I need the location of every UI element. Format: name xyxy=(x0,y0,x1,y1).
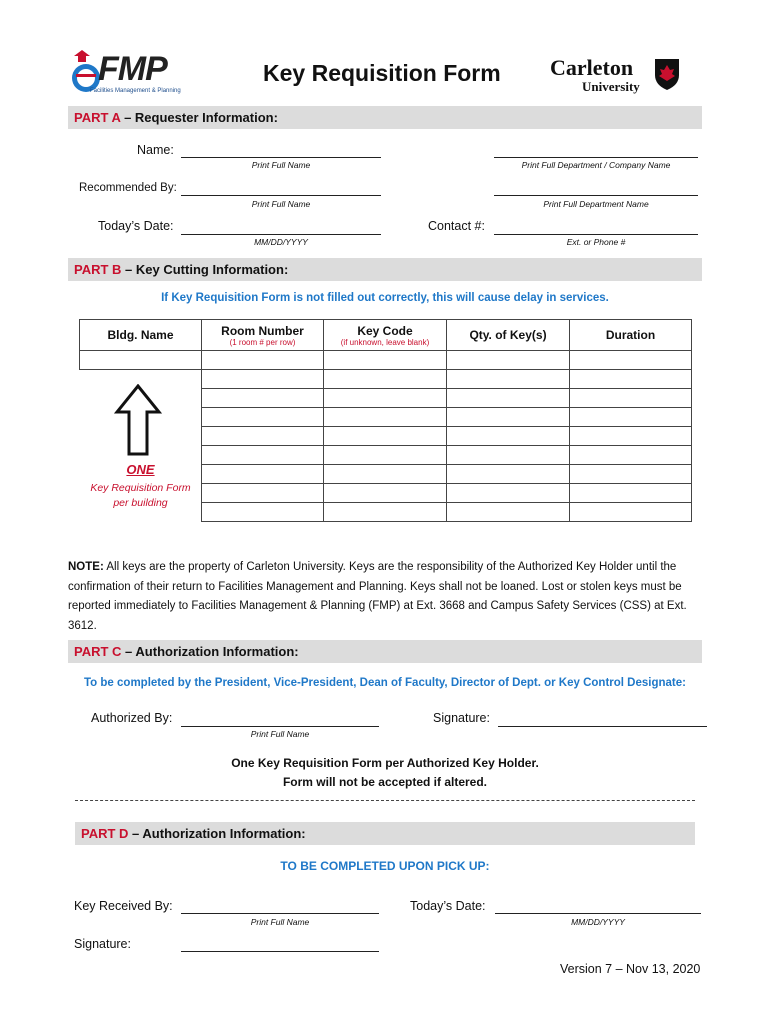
signature-field-c[interactable] xyxy=(498,726,707,727)
name-field[interactable] xyxy=(181,157,381,158)
fmp-logo-subtext: Facilities Management & Planning xyxy=(90,88,181,94)
name-label: Name: xyxy=(137,143,174,157)
one-label: ONE xyxy=(126,462,155,477)
part-a-prefix: PART A xyxy=(74,110,121,125)
key-table-header-row xyxy=(80,320,692,351)
date-field[interactable] xyxy=(181,234,381,235)
recommended-label: Recommended By: xyxy=(79,182,177,194)
fmp-logo-text: FMP xyxy=(98,50,167,88)
col-bldg-name: Bldg. Name xyxy=(80,320,202,351)
key-code-cell[interactable] xyxy=(324,408,447,427)
qty-cell[interactable] xyxy=(447,503,570,522)
date-label: Today’s Date: xyxy=(98,219,174,233)
note-bold: NOTE: xyxy=(68,561,104,573)
key-code-cell[interactable] xyxy=(324,351,447,370)
recommended-dept-caption: Print Full Department Name xyxy=(543,199,649,209)
name-caption: Print Full Name xyxy=(251,160,311,170)
qty-cell[interactable] xyxy=(447,389,570,408)
key-code-cell[interactable] xyxy=(324,503,447,522)
page-title: Key Requisition Form xyxy=(263,60,501,86)
qty-cell[interactable] xyxy=(447,446,570,465)
duration-cell[interactable] xyxy=(570,427,692,446)
recommended-caption: Print Full Name xyxy=(251,199,311,209)
up-arrow-icon xyxy=(114,384,162,456)
one-sub-line1: Key Requisition Form xyxy=(90,482,191,494)
qty-cell[interactable] xyxy=(447,408,570,427)
pickup-date-label: Today’s Date: xyxy=(410,899,486,913)
note-paragraph xyxy=(68,558,708,636)
part-d-instruction: TO BE COMPLETED UPON PICK UP: xyxy=(280,859,490,873)
contact-caption: Ext. or Phone # xyxy=(566,237,626,247)
department-field[interactable] xyxy=(494,157,698,158)
recommended-dept-field[interactable] xyxy=(494,195,698,196)
col-duration: Duration xyxy=(570,320,692,351)
department-caption: Print Full Department / Company Name xyxy=(521,160,671,170)
room-number-cell[interactable] xyxy=(202,408,324,427)
cut-line-divider xyxy=(75,800,695,801)
part-c-header xyxy=(68,640,702,663)
duration-cell[interactable] xyxy=(570,389,692,408)
part-b-prefix: PART B xyxy=(74,262,122,277)
part-d-title: – Authorization Information: xyxy=(128,826,306,841)
qty-cell[interactable] xyxy=(447,484,570,503)
duration-cell[interactable] xyxy=(570,503,692,522)
pickup-date-field[interactable] xyxy=(495,913,701,914)
part-b-warning: If Key Requisition Form is not filled out correctly, this will cause delay in services. xyxy=(161,292,609,304)
notice-line2: Form will not be accepted if altered. xyxy=(282,775,488,789)
carleton-logo-line2: University xyxy=(582,79,640,94)
key-code-cell[interactable] xyxy=(324,465,447,484)
part-c-title: – Authorization Information: xyxy=(121,644,299,659)
key-code-cell[interactable] xyxy=(324,389,447,408)
room-number-cell[interactable] xyxy=(202,465,324,484)
key-code-cell[interactable] xyxy=(324,370,447,389)
qty-cell[interactable] xyxy=(447,351,570,370)
table-row xyxy=(80,370,692,389)
pickup-date-caption: MM/DD/YYYY xyxy=(571,917,625,927)
key-code-cell[interactable] xyxy=(324,446,447,465)
part-d-prefix: PART D xyxy=(81,826,129,841)
room-number-cell[interactable] xyxy=(202,503,324,522)
one-sub-line2: per building xyxy=(113,497,168,509)
part-c-prefix: PART C xyxy=(74,644,122,659)
contact-field[interactable] xyxy=(494,234,698,235)
signature-label-c: Signature: xyxy=(433,711,490,725)
duration-cell[interactable] xyxy=(570,446,692,465)
signature-field-d[interactable] xyxy=(181,951,379,952)
duration-cell[interactable] xyxy=(570,351,692,370)
bldg-name-cell[interactable] xyxy=(80,351,202,370)
authorized-label: Authorized By: xyxy=(91,711,173,725)
part-a-title: – Requester Information: xyxy=(120,110,278,125)
duration-cell[interactable] xyxy=(570,484,692,503)
version-footer: Version 7 – Nov 13, 2020 xyxy=(560,962,701,976)
part-c-instruction: To be completed by the President, Vice-President, Dean of Faculty, Director of Dept. or Key Control Designate: xyxy=(84,677,686,689)
room-number-cell[interactable] xyxy=(202,389,324,408)
duration-cell[interactable] xyxy=(570,370,692,389)
col-key-code: Key Code (if unknown, leave blank) xyxy=(324,320,447,351)
date-caption: MM/DD/YYYY xyxy=(254,237,308,247)
received-field[interactable] xyxy=(181,913,379,914)
notice-line1: One Key Requisition Form per Authorized Key Holder. xyxy=(231,756,539,770)
received-caption: Print Full Name xyxy=(250,917,310,927)
authorized-caption: Print Full Name xyxy=(250,729,310,739)
key-code-cell[interactable] xyxy=(324,484,447,503)
duration-cell[interactable] xyxy=(570,408,692,427)
qty-cell[interactable] xyxy=(447,427,570,446)
authorized-field[interactable] xyxy=(181,726,379,727)
room-number-cell[interactable] xyxy=(202,370,324,389)
part-b-title: – Key Cutting Information: xyxy=(121,262,289,277)
recommended-field[interactable] xyxy=(181,195,381,196)
contact-label: Contact #: xyxy=(428,219,485,233)
received-label: Key Received By: xyxy=(74,899,173,913)
carleton-shield-icon xyxy=(653,57,681,91)
table-row xyxy=(80,351,692,370)
fmp-logo xyxy=(68,48,194,100)
qty-cell[interactable] xyxy=(447,465,570,484)
carleton-logo xyxy=(550,55,685,100)
col-qty: Qty. of Key(s) xyxy=(447,320,570,351)
note-text: All keys are the property of Carleton University. Keys are the responsibility of the Authorized Key Holder until the confirmation of their return to Facilities Management and Planning. Keys shall not be loaned. Lost or stolen keys must be reported immediately to Facilities Management & Planning (FMP) at Ext. 3668 and Campus Safety Services (CSS) at Ext. 3612. xyxy=(68,561,687,632)
signature-label-d: Signature: xyxy=(74,937,131,951)
room-number-cell[interactable] xyxy=(202,427,324,446)
part-b-header xyxy=(68,258,702,281)
col-room-number: Room Number (1 room # per row) xyxy=(202,320,324,351)
key-code-cell[interactable] xyxy=(324,427,447,446)
carleton-logo-line1: Carleton xyxy=(550,55,634,80)
room-number-cell[interactable] xyxy=(202,484,324,503)
part-d-header xyxy=(75,822,695,845)
part-a-header xyxy=(68,106,702,129)
qty-cell[interactable] xyxy=(447,370,570,389)
room-number-cell[interactable] xyxy=(202,446,324,465)
room-number-cell[interactable] xyxy=(202,351,324,370)
duration-cell[interactable] xyxy=(570,465,692,484)
